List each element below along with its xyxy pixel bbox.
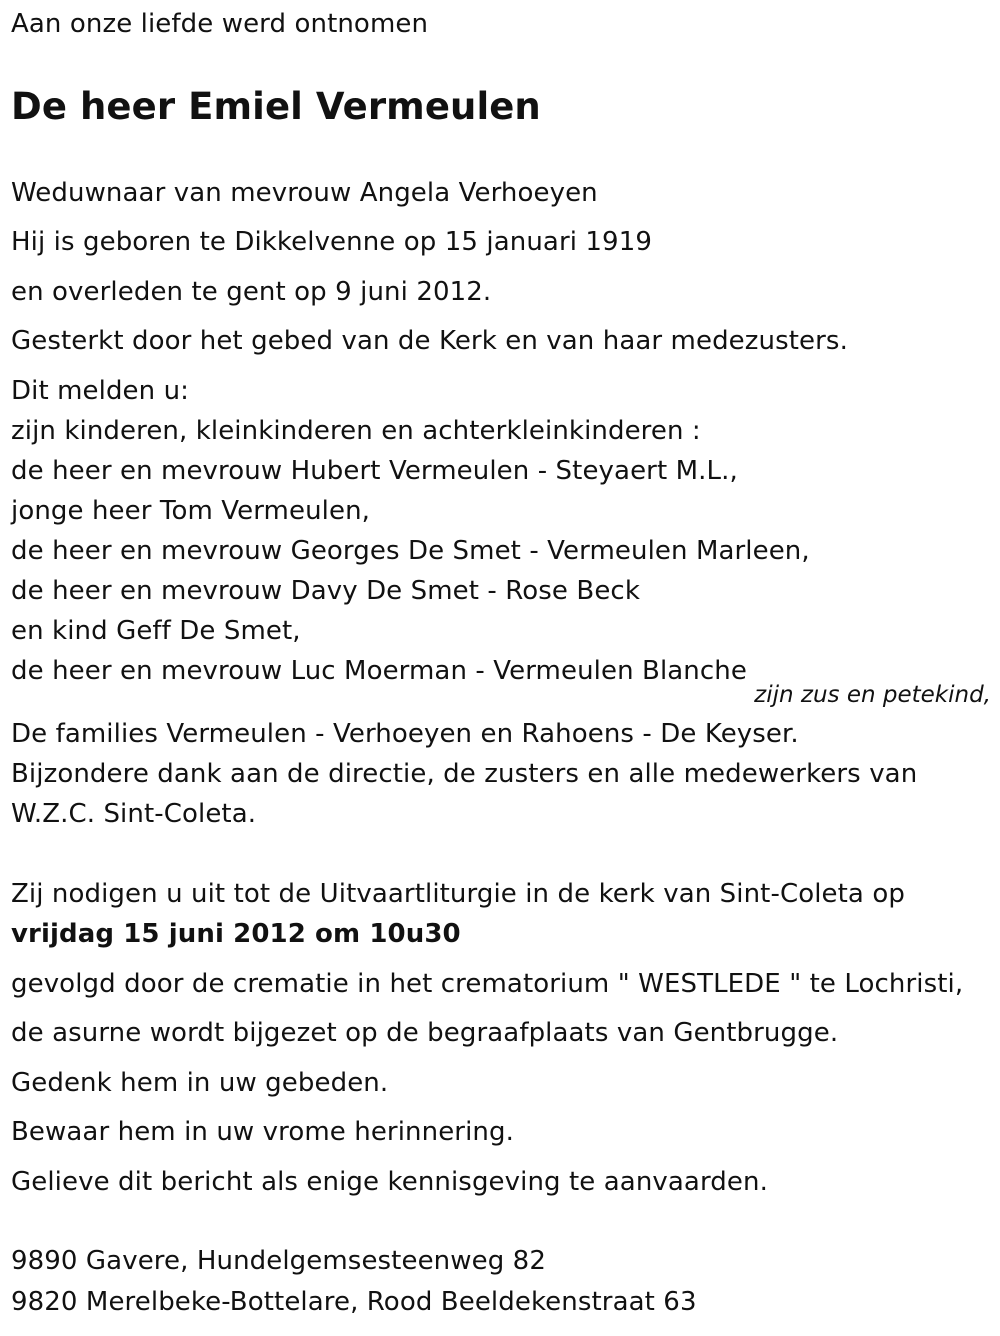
family-note: zijn zus en petekind, bbox=[754, 682, 991, 708]
family-line: zijn kinderen, kleinkinderen en achterkleinkinderen : bbox=[11, 416, 701, 446]
family-line: de heer en mevrouw Luc Moerman - Vermeulen Blanche bbox=[11, 656, 747, 686]
birth-line: Hij is geboren te Dikkelvenne op 15 januari 1919 bbox=[11, 227, 652, 257]
closing-line: Bewaar hem in uw vrome herinnering. bbox=[11, 1117, 514, 1147]
family-line: jonge heer Tom Vermeulen, bbox=[11, 496, 371, 526]
deceased-name: De heer Emiel Vermeulen bbox=[11, 85, 541, 128]
cremation-line: gevolgd door de crematie in het crematorium " WESTLEDE " te Lochristi, bbox=[11, 969, 964, 999]
urn-line: de asurne wordt bijgezet op de begraafplaats van Gentbrugge. bbox=[11, 1018, 839, 1048]
closing-line: Gelieve dit bericht als enige kennisgeving te aanvaarden. bbox=[11, 1167, 768, 1197]
death-line: en overleden te gent op 9 juni 2012. bbox=[11, 277, 492, 307]
announcers-intro: Dit melden u: bbox=[11, 376, 190, 406]
family-line: de heer en mevrouw Davy De Smet - Rose Beck bbox=[11, 576, 640, 606]
thanks-line: Bijzondere dank aan de directie, de zusters en alle medewerkers van bbox=[11, 759, 918, 789]
service-datetime: vrijdag 15 juni 2012 om 10u30 bbox=[11, 919, 461, 949]
families-line: De families Vermeulen - Verhoeyen en Rahoens - De Keyser. bbox=[11, 719, 799, 749]
thanks-line: W.Z.C. Sint-Coleta. bbox=[11, 799, 257, 829]
address-line: 9820 Merelbeke-Bottelare, Rood Beeldekenstraat 63 bbox=[11, 1287, 697, 1317]
family-line: en kind Geff De Smet, bbox=[11, 616, 301, 646]
family-line: de heer en mevrouw Georges De Smet - Vermeulen Marleen, bbox=[11, 536, 810, 566]
address-line: 9890 Gavere, Hundelgemsesteenweg 82 bbox=[11, 1246, 546, 1276]
family-line: de heer en mevrouw Hubert Vermeulen - Steyaert M.L., bbox=[11, 456, 738, 486]
closing-line: Gedenk hem in uw gebeden. bbox=[11, 1068, 389, 1098]
widower-line: Weduwnaar van mevrouw Angela Verhoeyen bbox=[11, 178, 598, 208]
intro-text: Aan onze liefde werd ontnomen bbox=[11, 9, 429, 39]
invitation-line: Zij nodigen u uit tot de Uitvaartliturgie in de kerk van Sint-Coleta op bbox=[11, 879, 905, 909]
strengthened-line: Gesterkt door het gebed van de Kerk en van haar medezusters. bbox=[11, 326, 848, 356]
